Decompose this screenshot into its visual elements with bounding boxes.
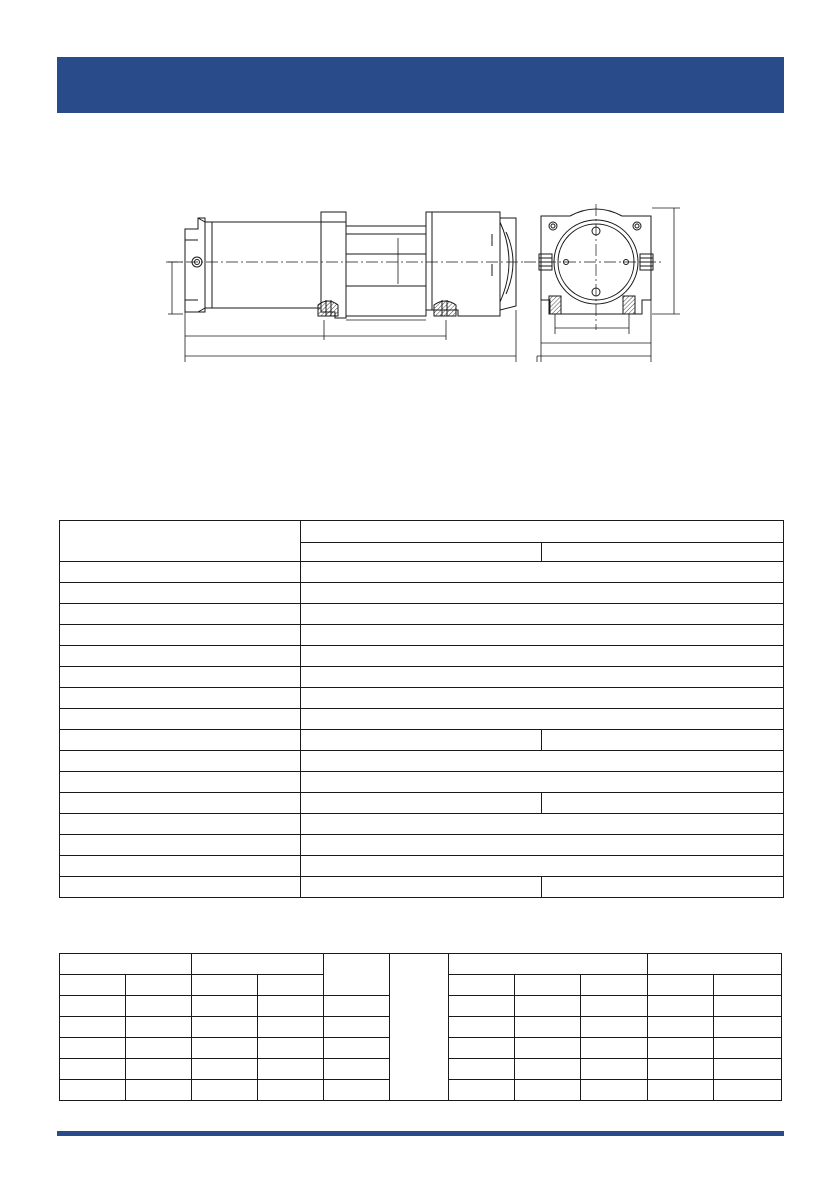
table-cell	[192, 1059, 258, 1080]
row-label	[60, 877, 301, 898]
perf-subheader-cell	[515, 975, 581, 996]
table-cell	[449, 1017, 515, 1038]
table-cell	[126, 1059, 192, 1080]
performance-table	[59, 953, 782, 1101]
row-label	[60, 730, 301, 751]
row-value	[301, 856, 784, 877]
table-cell	[258, 1059, 324, 1080]
table-cell	[60, 1038, 126, 1059]
table-cell	[60, 996, 126, 1017]
winch-dimension-drawing	[0, 0, 840, 420]
row-value	[542, 793, 784, 814]
row-value	[301, 730, 542, 751]
row-value	[301, 835, 784, 856]
row-label	[60, 646, 301, 667]
row-label	[60, 604, 301, 625]
end-view-dimensions	[537, 208, 680, 362]
perf-header-group	[648, 954, 782, 975]
perf-subheader-cell	[449, 975, 515, 996]
winch-end-view	[524, 204, 662, 330]
perf-subheader-cell	[126, 975, 192, 996]
perf-header-cell	[324, 954, 390, 996]
row-value	[301, 562, 784, 583]
spec-subheader-cell	[542, 543, 784, 562]
table-row	[60, 751, 784, 772]
table-cell	[714, 1038, 782, 1059]
table-cell	[581, 1080, 648, 1101]
table-cell	[714, 1080, 782, 1101]
side-view-dimensions	[168, 238, 516, 362]
table-cell	[258, 1017, 324, 1038]
row-value	[301, 667, 784, 688]
table-cell	[714, 1059, 782, 1080]
table-cell	[324, 1080, 390, 1101]
table-cell	[126, 1038, 192, 1059]
table-cell	[258, 1080, 324, 1101]
row-value	[542, 877, 784, 898]
footer-rule	[57, 1131, 784, 1136]
row-value	[301, 604, 784, 625]
table-cell	[192, 996, 258, 1017]
table-cell	[581, 996, 648, 1017]
table-cell	[714, 996, 782, 1017]
row-value	[301, 751, 784, 772]
table-cell	[324, 1059, 390, 1080]
table-cell	[581, 1038, 648, 1059]
spec-header-row	[60, 521, 784, 543]
row-value	[301, 688, 784, 709]
row-label	[60, 688, 301, 709]
table-row	[60, 856, 784, 877]
spec-subheader-cell	[301, 543, 542, 562]
table-cell	[648, 996, 714, 1017]
table-cell	[581, 1017, 648, 1038]
row-label	[60, 583, 301, 604]
table-cell	[515, 1080, 581, 1101]
table-row	[60, 793, 784, 814]
winch-side-view	[166, 212, 524, 318]
perf-header-row	[60, 954, 782, 975]
perf-header-group	[449, 954, 648, 975]
table-cell	[258, 1038, 324, 1059]
row-value	[301, 814, 784, 835]
table-cell	[515, 1017, 581, 1038]
row-value	[301, 625, 784, 646]
table-row	[60, 730, 784, 751]
table-cell	[60, 1080, 126, 1101]
row-label	[60, 814, 301, 835]
table-cell	[648, 1038, 714, 1059]
row-label	[60, 856, 301, 877]
row-label	[60, 562, 301, 583]
table-cell	[258, 996, 324, 1017]
table-row	[60, 625, 784, 646]
table-row	[60, 646, 784, 667]
row-value	[301, 583, 784, 604]
row-value	[301, 877, 542, 898]
table-cell	[60, 1059, 126, 1080]
table-row	[60, 835, 784, 856]
row-label	[60, 709, 301, 730]
table-cell	[714, 1017, 782, 1038]
table-cell	[324, 996, 390, 1017]
table-row	[60, 562, 784, 583]
spec-header-label	[60, 521, 301, 562]
table-cell	[192, 1080, 258, 1101]
table-cell	[648, 1017, 714, 1038]
specification-table	[59, 520, 784, 898]
table-row	[60, 814, 784, 835]
table-row	[60, 877, 784, 898]
row-label	[60, 751, 301, 772]
row-label	[60, 625, 301, 646]
table-row	[60, 667, 784, 688]
perf-subheader-cell	[60, 975, 126, 996]
perf-header-group	[192, 954, 324, 975]
row-label	[60, 835, 301, 856]
perf-divider-cell	[390, 954, 449, 1101]
row-value	[301, 646, 784, 667]
table-cell	[192, 1017, 258, 1038]
table-cell	[192, 1038, 258, 1059]
table-row	[60, 583, 784, 604]
perf-subheader-cell	[258, 975, 324, 996]
spec-header-group	[301, 521, 784, 543]
table-cell	[449, 1059, 515, 1080]
row-value	[301, 793, 542, 814]
table-cell	[324, 1017, 390, 1038]
table-row	[60, 604, 784, 625]
row-value	[301, 772, 784, 793]
table-cell	[515, 1059, 581, 1080]
perf-subheader-cell	[192, 975, 258, 996]
table-cell	[581, 1059, 648, 1080]
table-cell	[515, 996, 581, 1017]
table-cell	[324, 1038, 390, 1059]
perf-subheader-cell	[581, 975, 648, 996]
table-cell	[515, 1038, 581, 1059]
table-row	[60, 709, 784, 730]
row-label	[60, 667, 301, 688]
table-cell	[449, 1038, 515, 1059]
table-cell	[449, 996, 515, 1017]
perf-subheader-cell	[648, 975, 714, 996]
table-cell	[60, 1017, 126, 1038]
table-cell	[126, 996, 192, 1017]
row-label	[60, 772, 301, 793]
row-value	[301, 709, 784, 730]
perf-subheader-cell	[714, 975, 782, 996]
table-cell	[449, 1080, 515, 1101]
table-cell	[648, 1080, 714, 1101]
table-cell	[126, 1080, 192, 1101]
perf-header-group	[60, 954, 192, 975]
table-cell	[648, 1059, 714, 1080]
row-label	[60, 793, 301, 814]
table-cell	[126, 1017, 192, 1038]
table-row	[60, 772, 784, 793]
row-value	[542, 730, 784, 751]
table-row	[60, 688, 784, 709]
